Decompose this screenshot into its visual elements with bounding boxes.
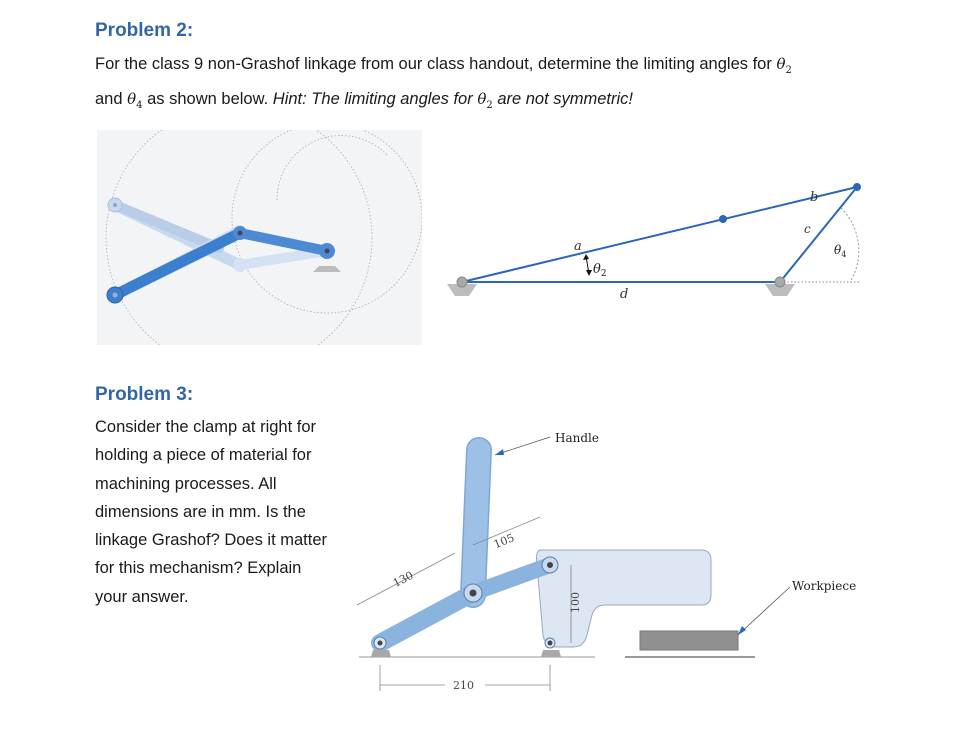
label-a: a [574,239,582,254]
handle-arrowhead [495,449,504,455]
joint-bc [853,183,861,191]
pin-center [238,231,243,236]
limit-position-diagram [440,170,880,310]
link-c [780,187,857,282]
handle-link-fill [473,450,479,595]
pin-center [548,641,553,646]
problem-2-heading: Problem 2: [95,20,194,41]
workpiece-label: Workpiece [792,579,857,593]
link-a-b [462,187,857,282]
problem-2-text [95,50,792,120]
dimension-130: 130 [390,568,416,590]
label-theta4: $\theta_4$ [834,243,847,259]
ground-pin-left [457,277,467,287]
linkage-motion-figure [97,130,422,345]
ground-support-left [371,650,391,657]
handle-label: Handle [555,431,599,445]
pin-center [470,590,477,597]
pin-center [325,249,330,254]
clamp-figure [345,425,875,700]
theta2-arrowhead-up [583,254,589,260]
dimension-100: 100 [569,592,582,613]
problem-3-heading: Problem 3: [95,384,194,405]
theta2-arrowhead-down [586,270,592,276]
dimension-210: 210 [453,679,474,692]
label-b: b [810,190,819,205]
label-theta2: $\theta_2$ [593,262,607,279]
problem-3-text: Consider the clamp at right for holding a piece of material for machining processes. All dimensions are in mm. Is the linkage Grashof? Does it matter for this mechanism? Explain your answer. [95,418,328,606]
workpiece-arrowhead [738,626,746,635]
lower-link [380,593,473,643]
label-d: d [620,287,629,302]
pin-center [113,293,118,298]
problem-2-line-1: For the class 9 non-Grashof linkage from our class handout, determine the limiting angles for $\theta_2$ [95,55,792,76]
ghost-pin [233,258,247,272]
ground-support-right [541,650,561,657]
label-c: c [804,222,811,236]
joint-ab [719,215,727,223]
theta4-arc [841,208,859,282]
workpiece-block [640,631,738,650]
dimension-105: 105 [491,531,517,552]
workpiece-leader [738,587,790,635]
pin-center [113,203,117,207]
pin-center [547,562,553,568]
problem-2-line-2: and $\theta_4$ as shown below. Hint: The limiting angles for $\theta_2$ are not symmetric! [95,90,634,111]
pin-center [378,641,383,646]
ground-pin-right [775,277,785,287]
